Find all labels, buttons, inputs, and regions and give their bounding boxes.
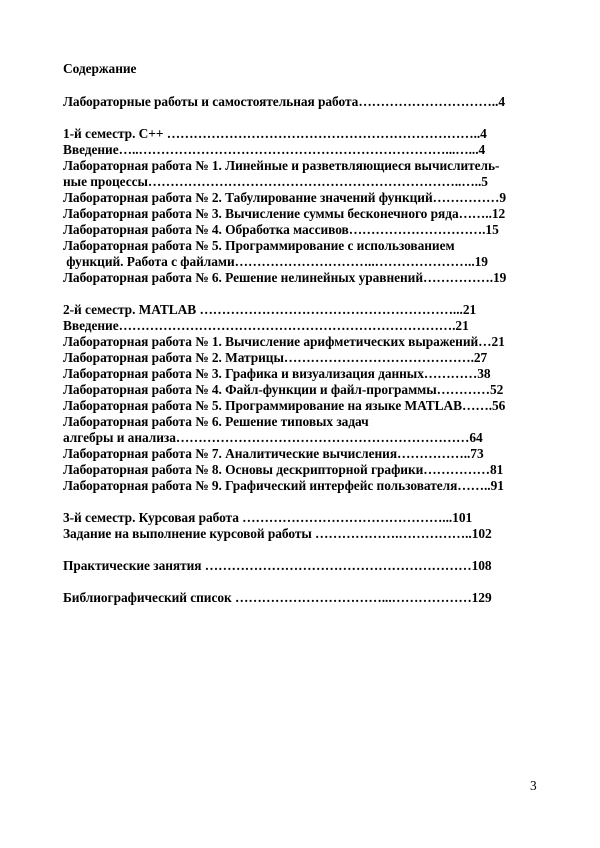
toc-entry: ные процессы……………………………………………………………..…..5 — [63, 174, 488, 189]
toc-entry: Практические занятия ……………………………………………………108 — [63, 558, 492, 573]
toc-entry: Лабораторная работа № 3. Вычисление суммы бесконечного ряда……..12 — [63, 206, 506, 221]
toc-entry: Лабораторные работы и самостоятельная работа…………………………..4 — [63, 94, 505, 109]
toc-entry: Лабораторная работа № 2. Табулирование значений функций……………9 — [63, 190, 506, 205]
toc-entry: Лабораторная работа № 8. Основы дескрипторной графики……………81 — [63, 462, 504, 477]
toc-entry: Лабораторная работа № 7. Аналитические вычисления……………..73 — [63, 446, 484, 461]
toc-entry: Лабораторная работа № 6. Решение типовых задач — [63, 414, 369, 429]
toc-entry: Лабораторная работа № 9. Графический интерфейс пользователя……..91 — [63, 478, 504, 493]
toc-entry: функций. Работа с файлами…………………………..…………………..19 — [63, 254, 488, 269]
toc-entry: Введение…..……………………………………………………………...…...4 — [63, 142, 486, 157]
toc-entry: Лабораторная работа № 5. Программирование с использованием — [63, 238, 455, 253]
page-number: 3 — [530, 778, 537, 793]
toc-entry: Лабораторная работа № 1. Вычисление арифметических выражений…21 — [63, 334, 505, 349]
toc-entry: Лабораторная работа № 4. Обработка массивов………………………….15 — [63, 222, 499, 237]
toc-entry: Лабораторная работа № 2. Матрицы…………………………………….27 — [63, 350, 488, 365]
toc-entry: алгебры и анализа…………………………………………………………64 — [63, 430, 483, 445]
toc-entry: Лабораторная работа № 3. Графика и визуализация данных…………38 — [63, 366, 491, 381]
toc-entry: Лабораторная работа № 6. Решение нелинейных уравнений…………….19 — [63, 270, 507, 285]
toc-entry: 3-й семестр. Курсовая работа ………………………………………...101 — [63, 510, 473, 525]
toc-entry: Библиографический список ……………………………...………………129 — [63, 590, 492, 605]
toc-entry: Задание на выполнение курсовой работы ……………….……………..102 — [63, 526, 492, 541]
toc-entry: 1-й семестр. С++ ……………………………………………………………..4 — [63, 126, 487, 141]
toc-entry: 2-й семестр. MATLAB …………………………………………………...21 — [63, 302, 477, 317]
toc-entry: Лабораторная работа № 1. Линейные и разветвляющиеся вычислитель- — [63, 158, 500, 173]
toc-heading: Содержание — [63, 61, 137, 76]
toc-entry: Лабораторная работа № 5. Программирование на языке MATLAB…….56 — [63, 398, 506, 413]
toc-entry: Введение………………………………………………………………….21 — [63, 318, 469, 333]
toc-entry: Лабораторная работа № 4. Файл-функции и файл-программы…………52 — [63, 382, 504, 397]
